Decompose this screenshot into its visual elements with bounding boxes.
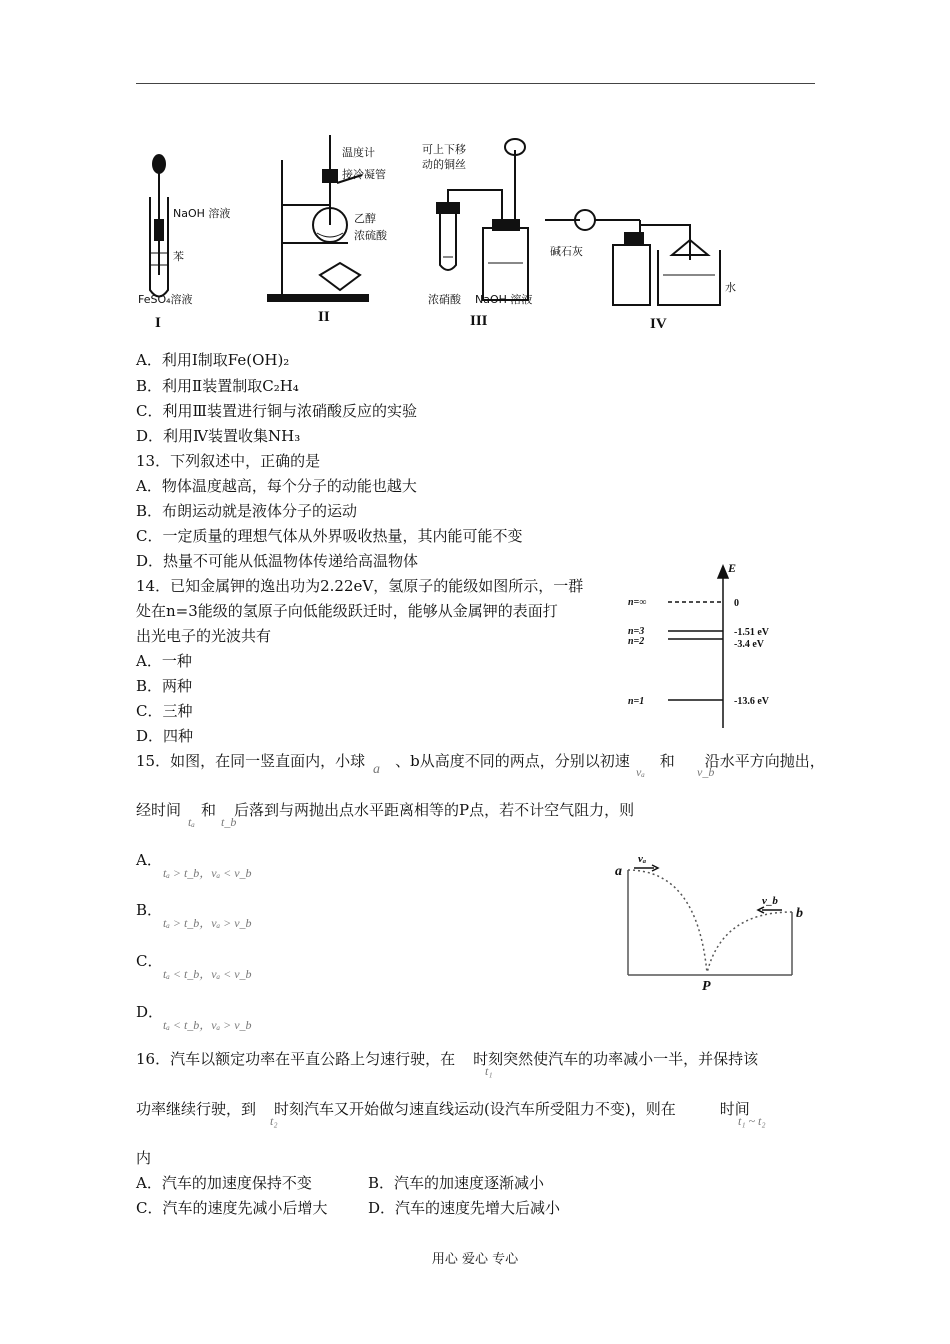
projectile-diagram <box>612 845 812 995</box>
q12-option-c: C．利用Ⅲ装置进行铜与浓硝酸反应的实验 <box>136 402 417 420</box>
roman-IV: IV <box>650 316 667 332</box>
apparatus-drawing <box>130 125 930 355</box>
q15-option-a-expr: tₐ > t_b，vₐ < v_b <box>163 866 252 880</box>
q15-line2 <box>136 800 634 820</box>
q15-line1-b: 、b从高度不同的两点，分别以初速 <box>395 752 630 770</box>
q16-line2 <box>136 1099 750 1119</box>
q15-sym-a: a <box>373 762 380 777</box>
q15-sym-tb: t_b <box>221 815 237 829</box>
level-1-n: n=1 <box>628 696 645 707</box>
q15-line2-b: 和 <box>201 801 217 819</box>
q14-option-a: A．一种 <box>136 652 192 670</box>
label-naoh-I: NaOH 溶液 <box>173 207 231 220</box>
level-3-n: n=3 <box>628 626 645 637</box>
label-water: 水 <box>725 281 736 294</box>
energy-level-diagram <box>620 558 800 738</box>
q16-line1 <box>136 1049 758 1069</box>
header-rule <box>136 83 815 84</box>
roman-II: II <box>318 309 330 325</box>
label-wire-2: 动的铜丝 <box>422 158 466 171</box>
level-3-e: -1.51 eV <box>734 627 769 638</box>
q14-stem-3: 出光电子的光波共有 <box>136 627 272 645</box>
q15-sym-ta: tₐ <box>188 815 195 829</box>
q12-option-d: D．利用Ⅳ装置收集NH₃ <box>136 427 301 445</box>
label-hno3: 浓硝酸 <box>428 293 461 306</box>
q13-option-d: D．热量不可能从低温物体传递给高温物体 <box>136 552 419 570</box>
q16-option-a: A．汽车的加速度保持不变 <box>136 1174 312 1192</box>
q15-option-b-label: B． <box>136 901 163 919</box>
label-benzene: 苯 <box>173 250 184 263</box>
roman-III: III <box>470 313 488 329</box>
q14-option-c: C．三种 <box>136 702 193 720</box>
q16-option-c: C．汽车的速度先减小后增大 <box>136 1199 328 1217</box>
diagram-vb: v_b <box>762 895 778 907</box>
level-inf-n: n=∞ <box>628 597 647 608</box>
q16-line2-b: 时刻汽车又开始做匀速直线运动(设汽车所受阻力不变)，则在 <box>274 1100 676 1118</box>
q16-sym-t1t2: t₁ ~ t₂ <box>738 1114 766 1128</box>
q13-option-c: C．一定质量的理想气体从外界吸收热量，其内能可能不变 <box>136 527 523 545</box>
q14-stem-1: 14．已知金属钾的逸出功为2.22eV，氢原子的能级如图所示，一群 <box>136 577 584 595</box>
energy-axis-label: E <box>728 561 737 575</box>
q16-line1-a: 16．汽车以额定功率在平直公路上匀速行驶，在 <box>136 1050 456 1068</box>
q16-sym-t2: t₂ <box>270 1114 278 1128</box>
label-lime: 碱石灰 <box>550 245 583 258</box>
q15-option-d-expr: tₐ < t_b，vₐ > v_b <box>163 1018 252 1032</box>
roman-I: I <box>155 315 161 331</box>
q13-option-a: A．物体温度越高，每个分子的动能也越大 <box>136 477 417 495</box>
q15-option-d-label: D． <box>136 1003 164 1021</box>
q16-option-d: D．汽车的速度先增大后减小 <box>368 1199 561 1217</box>
q16-line2-a: 功率继续行驶，到 <box>136 1100 257 1118</box>
q15-sym-vb: v_b <box>697 765 715 779</box>
q15-sym-va: vₐ <box>636 765 645 779</box>
q14-option-b: B．两种 <box>136 677 193 695</box>
q15-line1-c: 和 <box>659 752 675 770</box>
q15-option-c-expr: tₐ < t_b，vₐ < v_b <box>163 967 252 981</box>
label-ethanol: 乙醇 <box>354 212 376 225</box>
q15-line1 <box>136 751 825 771</box>
q16-option-b: B．汽车的加速度逐渐减小 <box>368 1174 545 1192</box>
label-feso4: FeSO₄溶液 <box>138 293 193 306</box>
label-thermometer: 温度计 <box>342 146 375 159</box>
level-inf-e: 0 <box>734 598 739 609</box>
diagram-va: vₐ <box>638 853 647 865</box>
q13-option-b: B．布朗运动就是液体分子的运动 <box>136 502 358 520</box>
q16-sym-t1: t₁ <box>485 1064 493 1078</box>
q16-line3: 内 <box>136 1149 152 1167</box>
page-footer: 用心 爱心 专心 <box>431 1252 519 1267</box>
q16-line1-b: 时刻突然使汽车的功率减小一半，并保持该 <box>473 1050 759 1068</box>
q14-option-d: D．四种 <box>136 727 194 745</box>
label-acid: 浓硫酸 <box>354 229 387 242</box>
q13-stem: 13．下列叙述中，正确的是 <box>136 452 321 470</box>
level-1-e: -13.6 eV <box>734 696 769 707</box>
q15-line1-a: 15．如图，在同一竖直面内，小球 <box>136 752 366 770</box>
q15-option-b-expr: tₐ > t_b，vₐ > v_b <box>163 916 252 930</box>
q15-option-c-label: C． <box>136 952 163 970</box>
label-condenser: 接冷凝管 <box>342 168 386 181</box>
q12-option-a: A．利用Ⅰ制取Fe(OH)₂ <box>136 351 290 369</box>
level-2-n: n=2 <box>628 636 645 647</box>
level-2-e: -3.4 eV <box>734 639 764 650</box>
q14-stem-2: 处在n=3能级的氢原子向低能级跃迁时，能够从金属钾的表面打 <box>136 602 558 620</box>
q15-line2-a: 经时间 <box>136 801 182 819</box>
label-wire-1: 可上下移 <box>422 143 466 156</box>
q15-option-a-label: A． <box>136 851 162 869</box>
q15-line2-c: 后落到与两抛出点水平距离相等的P点，若不计空气阻力，则 <box>234 801 635 819</box>
q15-line1-d: 沿水平方向抛出， <box>704 752 825 770</box>
diagram-b: b <box>796 906 803 921</box>
q12-option-b: B．利用Ⅱ装置制取C₂H₄ <box>136 377 299 395</box>
diagram-a: a <box>615 864 622 879</box>
q16-line2-c: 时间 <box>719 1100 750 1118</box>
label-naoh-III: NaOH 溶液 <box>475 293 533 306</box>
diagram-P: P <box>702 979 711 994</box>
